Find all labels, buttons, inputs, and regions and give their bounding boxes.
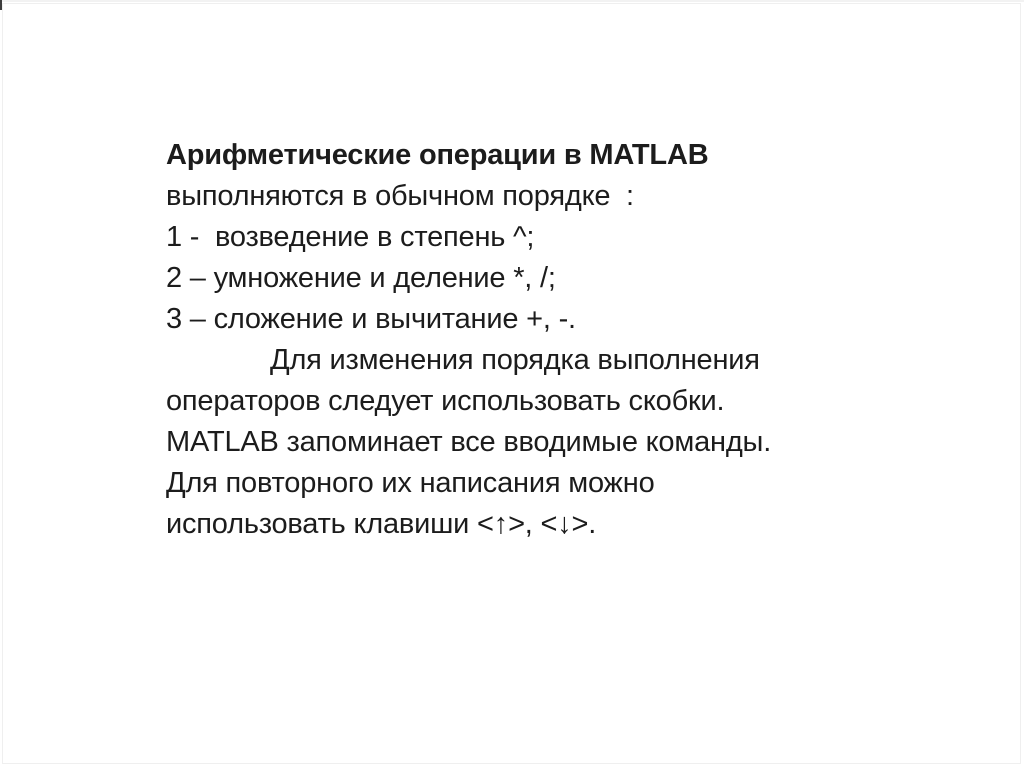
line-rule-power: 1 - возведение в степень ^; [166,221,535,253]
line-command-history: MATLAB запоминает все вводимые команды. [166,426,772,458]
line-rule-add-subtract: 3 – сложение и вычитание +, -. [166,303,576,335]
line-order-note: выполняются в обычном порядке : [166,180,634,212]
slide-title: Арифметические операции в MATLAB [166,139,709,171]
line-parentheses-note-1: Для изменения порядка выполнения [270,344,760,376]
line-parentheses-note-2: операторов следует использовать скобки. [166,385,725,417]
line-repeat-keys-2: использовать клавиши <↑>, <↓>. [166,508,597,540]
slide-text-block [166,135,866,545]
line-repeat-keys-1: Для повторного их написания можно [166,467,655,499]
corner-artifact [0,0,2,10]
line-rule-multiply-divide: 2 – умножение и деление *, /; [166,262,556,294]
slide-top-edge [0,0,1024,2]
